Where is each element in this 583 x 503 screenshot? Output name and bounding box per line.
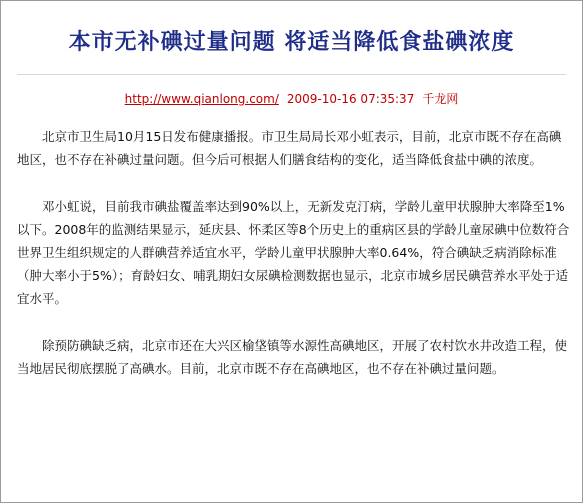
article-body [17, 125, 573, 404]
source-link[interactable]: http://www.qianlong.com/ [124, 92, 279, 106]
source-name: 千龙网 [422, 92, 459, 106]
paragraph-3: 除预防碘缺乏病，北京市还在大兴区榆垡镇等水源性高碘地区，开展了农村饮水井改造工程，使当地居民彻底摆脱了高碘水。目前，北京市既不存在高碘地区，也不存在补碘过量问题。 [17, 338, 568, 376]
publish-datetime: 2009-10-16 07:35:37 [286, 92, 415, 106]
article-title: 本市无补碘过量问题 将适当降低食盐碘浓度 [68, 29, 515, 55]
title-divider [17, 74, 566, 75]
article-meta [1, 90, 582, 107]
paragraph-1: 北京市卫生局10月15日发布健康播报。市卫生局局长邓小虹表示，目前，北京市既不存在高碘地区，也不存在补碘过量问题。但今后可根据人们膳食结构的变化，适当降低食盐中碘的浓度。 [17, 129, 562, 167]
paragraph-2: 邓小虹说，目前我市碘盐覆盖率达到90%以上，无新发克汀病，学龄儿童甲状腺肿大率降至1%以下。2008年的监测结果显示，延庆县、怀柔区等8个历史上的重病区县的学龄儿童尿碘中位数符合世界卫生组织规定的人群碘营养适宜水平，学龄儿童甲状腺肿大率0.64%，符合碘缺乏病消除标准（肿大率小于5%）；育龄妇女、哺乳期妇女尿碘检测数据也显示，北京市城乡居民碘营养水平处于适宜水平。 [17, 199, 570, 306]
